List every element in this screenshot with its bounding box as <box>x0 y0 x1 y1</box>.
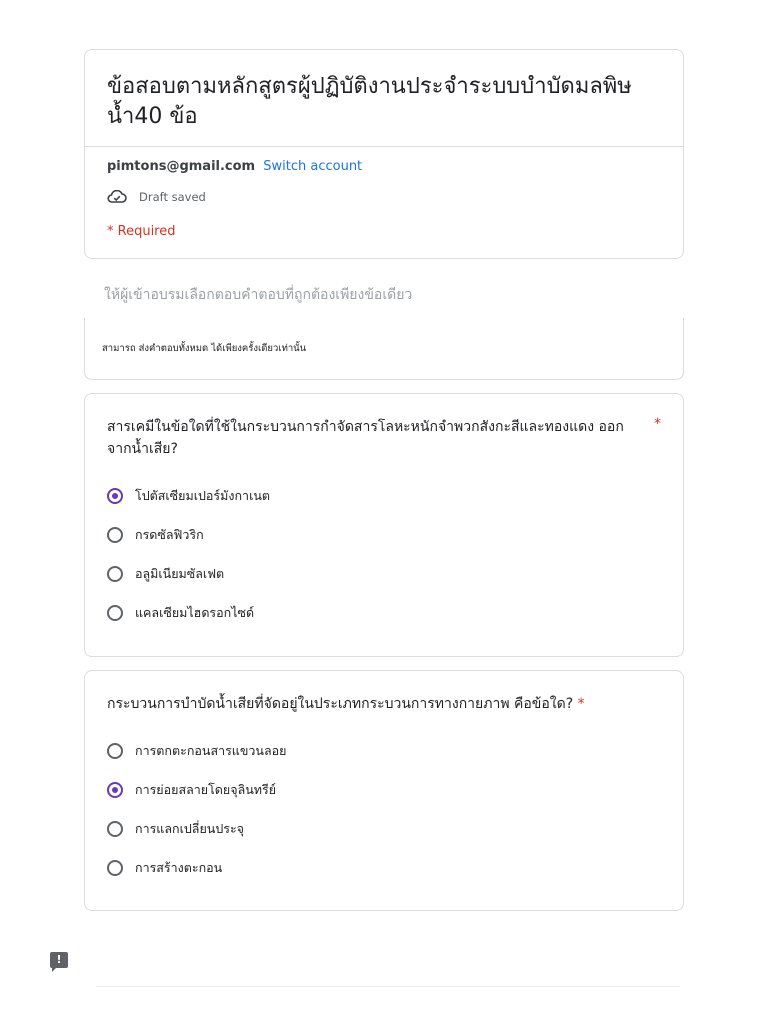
radio-option[interactable] <box>107 564 270 584</box>
notice-card <box>84 318 684 380</box>
switch-account-link[interactable]: Switch account <box>263 159 363 174</box>
question-text: กระบวนการบำบัดน้ำเสียที่จัดอยู่ในประเภทกระบวนการทางกายภาพ คือข้อใด? <box>107 696 574 712</box>
feedback-icon[interactable] <box>50 952 68 968</box>
radio-option[interactable] <box>107 603 270 623</box>
radio-button-selected[interactable] <box>107 782 123 798</box>
draft-status <box>107 190 206 204</box>
notice-text: สามารถ ส่งคำตอบทั้งหมด ได้เพียงครั้งเดียวเท่านั้น <box>102 343 307 354</box>
option-label: กรดซัลฟิวริก <box>135 527 204 542</box>
option-label: การย่อยสลายโดยจุลินทรีย์ <box>135 782 277 797</box>
radio-button[interactable] <box>107 566 123 582</box>
radio-button[interactable] <box>107 527 123 543</box>
radio-group <box>107 741 286 897</box>
radio-option[interactable] <box>107 741 286 761</box>
radio-button[interactable] <box>107 743 123 759</box>
radio-option[interactable] <box>107 780 286 800</box>
draft-status-label: Draft saved <box>139 190 206 204</box>
radio-option[interactable] <box>107 525 270 545</box>
footer-divider <box>96 986 680 987</box>
radio-button[interactable] <box>107 605 123 621</box>
required-asterisk: * <box>577 696 585 712</box>
form-title: ข้อสอบตามหลักสูตรผู้ปฏิบัติงานประจำระบบบำบัดมลพิษน้ำ40 ข้อ <box>107 74 632 129</box>
option-label: อลูมิเนียมซัลเฟต <box>135 566 225 581</box>
question-card-2 <box>84 670 684 911</box>
header-divider <box>85 146 683 147</box>
question-title <box>107 416 637 460</box>
question-title <box>107 693 663 715</box>
radio-option[interactable] <box>107 819 286 839</box>
required-note: * Required <box>107 224 176 239</box>
account-row <box>107 158 362 176</box>
radio-button[interactable] <box>107 821 123 837</box>
question-card-1 <box>84 393 684 657</box>
option-label: การแลกเปลี่ยนประจุ <box>135 821 245 836</box>
option-label: โปตัสเซียมเปอร์มังกาเนต <box>135 488 271 503</box>
radio-option[interactable] <box>107 858 286 878</box>
form-header-card <box>84 49 684 259</box>
option-label: การตกตะกอนสารแขวนลอย <box>135 743 287 758</box>
cloud-check-icon <box>107 190 127 204</box>
radio-button-selected[interactable] <box>107 488 123 504</box>
option-label: แคลเซียมไฮดรอกไซด์ <box>135 605 255 620</box>
section-description: ให้ผู้เข้าอบรมเลือกตอบคำตอบที่ถูกต้องเพียงข้อเดียว <box>104 287 413 303</box>
option-label: การสร้างตะกอน <box>135 860 223 875</box>
required-asterisk: * <box>654 416 661 432</box>
account-email: pimtons@gmail.com <box>107 159 256 174</box>
radio-group <box>107 486 270 642</box>
radio-button[interactable] <box>107 860 123 876</box>
radio-option[interactable] <box>107 486 270 506</box>
question-text: สารเคมีในข้อใดที่ใช้ในกระบวนการกำจัดสารโลหะหนักจำพวกสังกะสีและทองแดง ออกจากน้ำเสีย? <box>107 419 624 457</box>
